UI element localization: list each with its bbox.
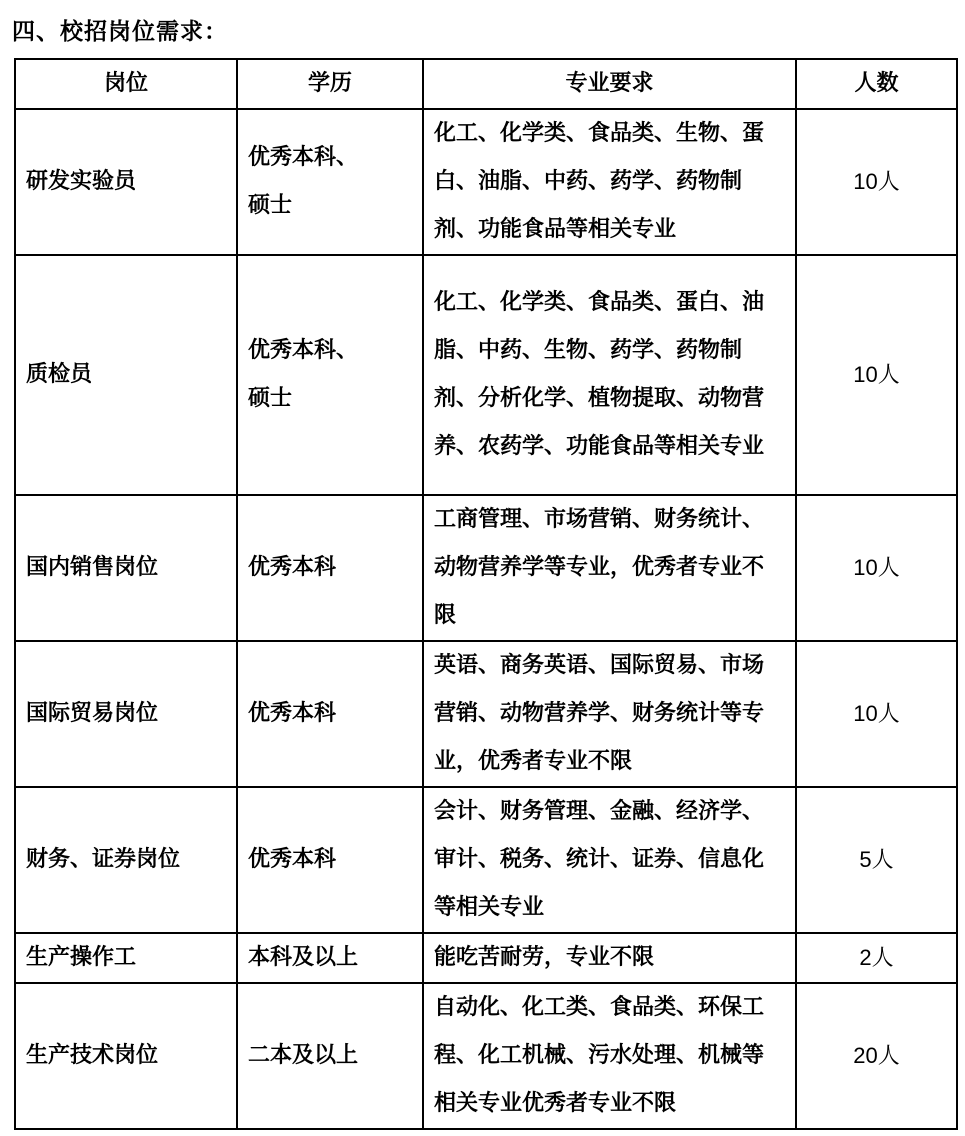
cell-count: 5人 [796, 787, 957, 933]
cell-major: 会计、财务管理、金融、经济学、审计、税务、统计、证券、信息化等相关专业 [423, 787, 796, 933]
cell-position: 生产技术岗位 [15, 983, 237, 1129]
cell-major: 英语、商务英语、国际贸易、市场营销、动物营养学、财务统计等专业，优秀者专业不限 [423, 641, 796, 787]
cell-education: 优秀本科 [237, 641, 423, 787]
table-row [15, 983, 957, 1129]
recruitment-table [14, 58, 958, 1130]
cell-count: 2人 [796, 933, 957, 983]
table-header-row [15, 59, 957, 109]
table-row [15, 255, 957, 495]
table-row [15, 787, 957, 933]
cell-major: 化工、化学类、食品类、生物、蛋白、油脂、中药、药学、药物制剂、功能食品等相关专业 [423, 109, 796, 255]
table-row [15, 109, 957, 255]
cell-position: 生产操作工 [15, 933, 237, 983]
cell-education: 本科及以上 [237, 933, 423, 983]
table-row [15, 933, 957, 983]
cell-count: 10人 [796, 109, 957, 255]
cell-major: 自动化、化工类、食品类、环保工程、化工机械、污水处理、机械等相关专业优秀者专业不限 [423, 983, 796, 1129]
header-position: 岗位 [15, 59, 237, 109]
cell-education [237, 255, 423, 495]
cell-count: 10人 [796, 641, 957, 787]
header-education: 学历 [237, 59, 423, 109]
cell-major: 工商管理、市场营销、财务统计、动物营养学等专业，优秀者专业不限 [423, 495, 796, 641]
table-row [15, 641, 957, 787]
table-row [15, 495, 957, 641]
cell-education: 二本及以上 [237, 983, 423, 1129]
cell-major: 化工、化学类、食品类、蛋白、油脂、中药、生物、药学、药物制剂、分析化学、植物提取、动物营养、农药学、功能食品等相关专业 [423, 255, 796, 495]
cell-position: 国内销售岗位 [15, 495, 237, 641]
cell-count: 10人 [796, 495, 957, 641]
cell-count: 20人 [796, 983, 957, 1129]
cell-position: 财务、证券岗位 [15, 787, 237, 933]
education-text: 优秀本科、 硕士 [248, 338, 359, 411]
education-text: 优秀本科、 硕士 [248, 145, 359, 218]
cell-count: 10人 [796, 255, 957, 495]
section-heading: 四、校招岗位需求： [12, 19, 228, 45]
cell-education: 优秀本科 [237, 495, 423, 641]
cell-education [237, 109, 423, 255]
header-count: 人数 [796, 59, 957, 109]
cell-position: 国际贸易岗位 [15, 641, 237, 787]
cell-position: 研发实验员 [15, 109, 237, 255]
cell-major: 能吃苦耐劳，专业不限 [423, 933, 796, 983]
cell-education: 优秀本科 [237, 787, 423, 933]
header-major: 专业要求 [423, 59, 796, 109]
cell-position: 质检员 [15, 255, 237, 495]
